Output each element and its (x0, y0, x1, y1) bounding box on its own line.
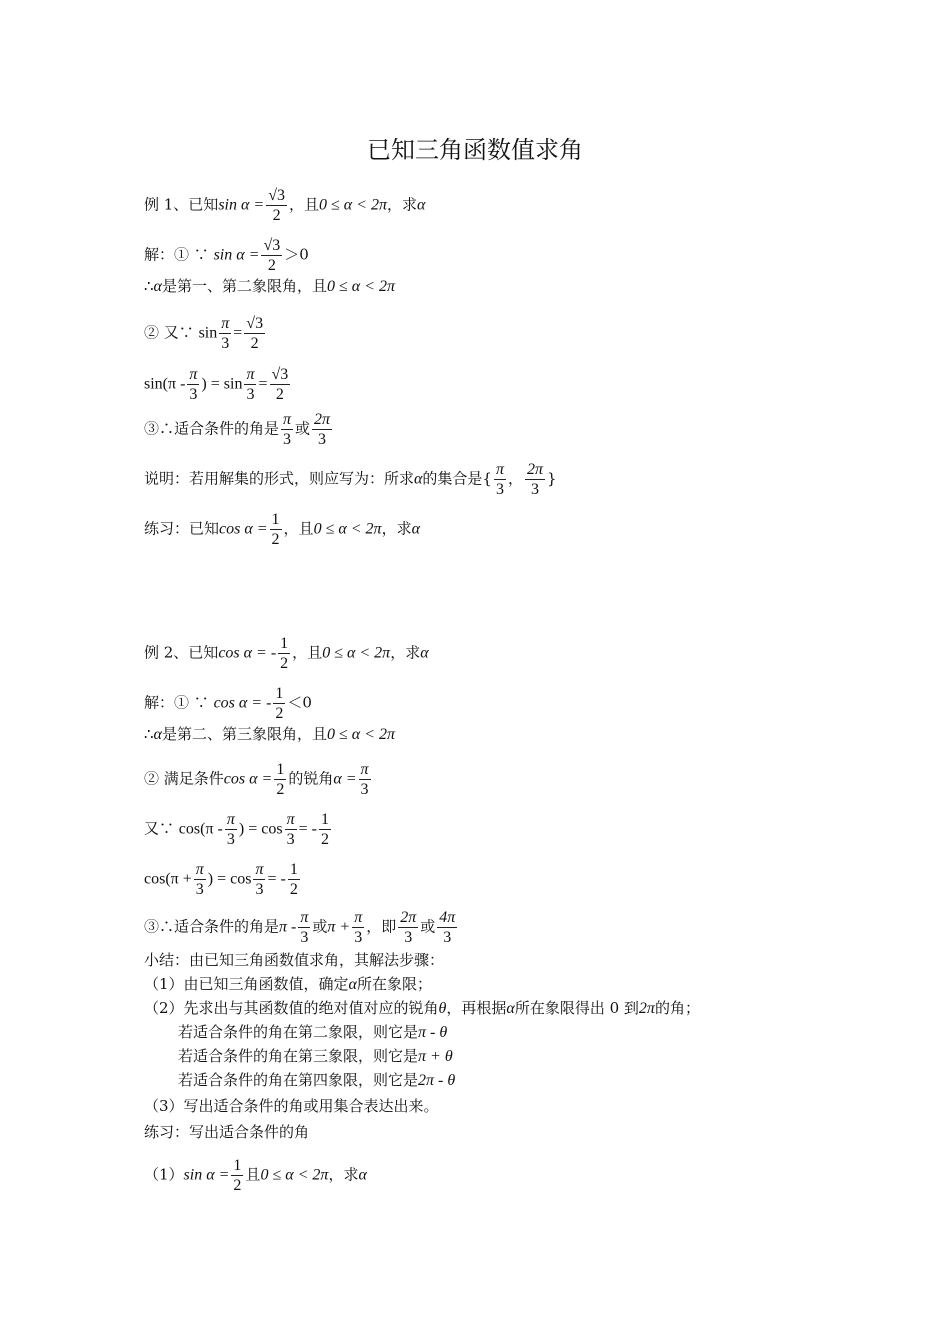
fraction: $\frac{\pi}{3}$ (354, 909, 363, 946)
fraction: $\frac{\pi}{3}$ (195, 861, 204, 898)
fraction: $\frac{1}{2}$ (275, 685, 284, 722)
solution-2-step-3: ③∴适合条件的角是π - $\frac{\pi}{3}$ 或π + $\frac{\pi}{3}$ ，即 $\frac{2\pi}{3}$ 或 $\frac{4\pi}{3}$ (144, 909, 456, 946)
practice-2-heading: 练习：写出适合条件的角 (144, 1123, 310, 1141)
note-1: 说明：若用解集的形式，则应写为：所求α的集合是{ $\frac{\pi}{3}$ ， $\frac{2\pi}{3}$ } (144, 461, 557, 498)
solution-1-line-2: ∴α是第一、第二象限角，且0 ≤ α < 2π (144, 277, 395, 295)
fraction: $\frac{\pi}{3}$ (226, 811, 235, 848)
solution-1-step-3: ③∴适合条件的角是 $\frac{\pi}{3}$ 或 $\frac{2\pi}{3}$ (144, 411, 331, 448)
fraction: $\frac{√3}{2}$ (246, 315, 264, 352)
example-2: 例 2、已知cos α = - $\frac{1}{2}$ ，且0 ≤ α < 2π，求α (144, 635, 429, 672)
ask-text: ，求 (386, 195, 417, 214)
fraction: $\frac{2\pi}{3}$ (400, 909, 417, 946)
solution-1-step-2: ② 又∵ sin $\frac{\pi}{3}$ = $\frac{√3}{2}$ (144, 315, 264, 352)
solution-2-step-1: 解：① ∵ cos α = - $\frac{1}{2}$ ＜0 (144, 685, 312, 722)
solution-1-line-4: sin(π - $\frac{\pi}{3}$ ) = sin $\frac{\pi}{3}$ = $\frac{√3}{2}$ (144, 366, 289, 403)
fraction: $\frac{1}{2}$ (276, 761, 285, 798)
example-1-label: 例 1、已知 (144, 195, 219, 214)
fraction: $\frac{\pi}{3}$ (221, 315, 230, 352)
fraction: $\frac{\pi}{3}$ (495, 461, 504, 498)
practice-2-item-1: （1）sin α = $\frac{1}{2}$ 且0 ≤ α < 2π，求α (144, 1157, 367, 1194)
fraction: $\frac{4\pi}{3}$ (439, 909, 456, 946)
summary-step-3: （3）写出适合条件的角或用集合表达出来。 (144, 1097, 439, 1115)
solution-2-line-2: ∴α是第二、第三象限角，且0 ≤ α < 2π (144, 725, 395, 743)
example-1-lhs: sin α = (218, 196, 265, 214)
variable: α (417, 196, 426, 214)
fraction: $\frac{√3}{2}$ (268, 187, 285, 224)
fraction: $\frac{1}{2}$ (271, 511, 280, 548)
fraction: $\frac{\pi}{3}$ (189, 366, 198, 403)
fraction: $\frac{1}{2}$ (289, 861, 298, 898)
fraction: $\frac{√3}{2}$ (271, 366, 289, 403)
summary-heading: 小结：由已知三角函数值求角，其解法步骤： (144, 951, 445, 969)
condition-text: ，且 (288, 195, 319, 214)
page-title: 已知三角函数值求角 (367, 136, 583, 164)
solution-1-step-1: 解：① ∵ sin α = $\frac{√3}{2}$ ＞0 (144, 237, 309, 274)
fraction: $\frac{\pi}{3}$ (300, 909, 309, 946)
example-1 (144, 186, 425, 225)
fraction: $\frac{\pi}{3}$ (283, 411, 292, 448)
fraction: $\frac{2\pi}{3}$ (527, 461, 544, 498)
fraction: $\frac{2\pi}{3}$ (314, 411, 331, 448)
fraction: $\frac{1}{2}$ (320, 811, 329, 848)
summary-quadrant-4: 若适合条件的角在第四象限，则它是2π - θ (178, 1071, 456, 1089)
fraction: $\frac{\pi}{3}$ (246, 366, 255, 403)
summary-quadrant-3: 若适合条件的角在第三象限，则它是π + θ (178, 1047, 453, 1065)
solution-2-step-2: ② 满足条件cos α = $\frac{1}{2}$ 的锐角α = $\frac{\pi}{3}$ (144, 761, 369, 798)
fraction: $\frac{1}{2}$ (280, 635, 289, 672)
fraction: $\frac{\pi}{3}$ (286, 811, 295, 848)
range-expr: 0 ≤ α < 2π (318, 196, 387, 214)
fraction: $\frac{√3}{2}$ (263, 237, 281, 274)
fraction: $\frac{1}{2}$ (233, 1157, 242, 1194)
fraction: $\frac{\pi}{3}$ (360, 761, 369, 798)
solution-2-line-5: cos(π + $\frac{\pi}{3}$ ) = cos $\frac{\pi}{3}$ = - $\frac{1}{2}$ (144, 861, 298, 898)
summary-step-2: （2）先求出与其函数值的绝对值对应的锐角θ，再根据α所在象限得出 0 到2π的角； (144, 999, 700, 1017)
fraction: $\frac{\pi}{3}$ (255, 861, 264, 898)
solution-2-line-4: 又∵ cos(π - $\frac{\pi}{3}$ ) = cos $\frac{\pi}{3}$ = - $\frac{1}{2}$ (144, 811, 329, 848)
summary-quadrant-2: 若适合条件的角在第二象限，则它是π - θ (178, 1023, 448, 1041)
summary-step-1: （1）由已知三角函数值，确定α所在象限； (144, 975, 432, 993)
practice-1: 练习：已知cos α = $\frac{1}{2}$ ，且0 ≤ α < 2π，求α (144, 511, 420, 548)
